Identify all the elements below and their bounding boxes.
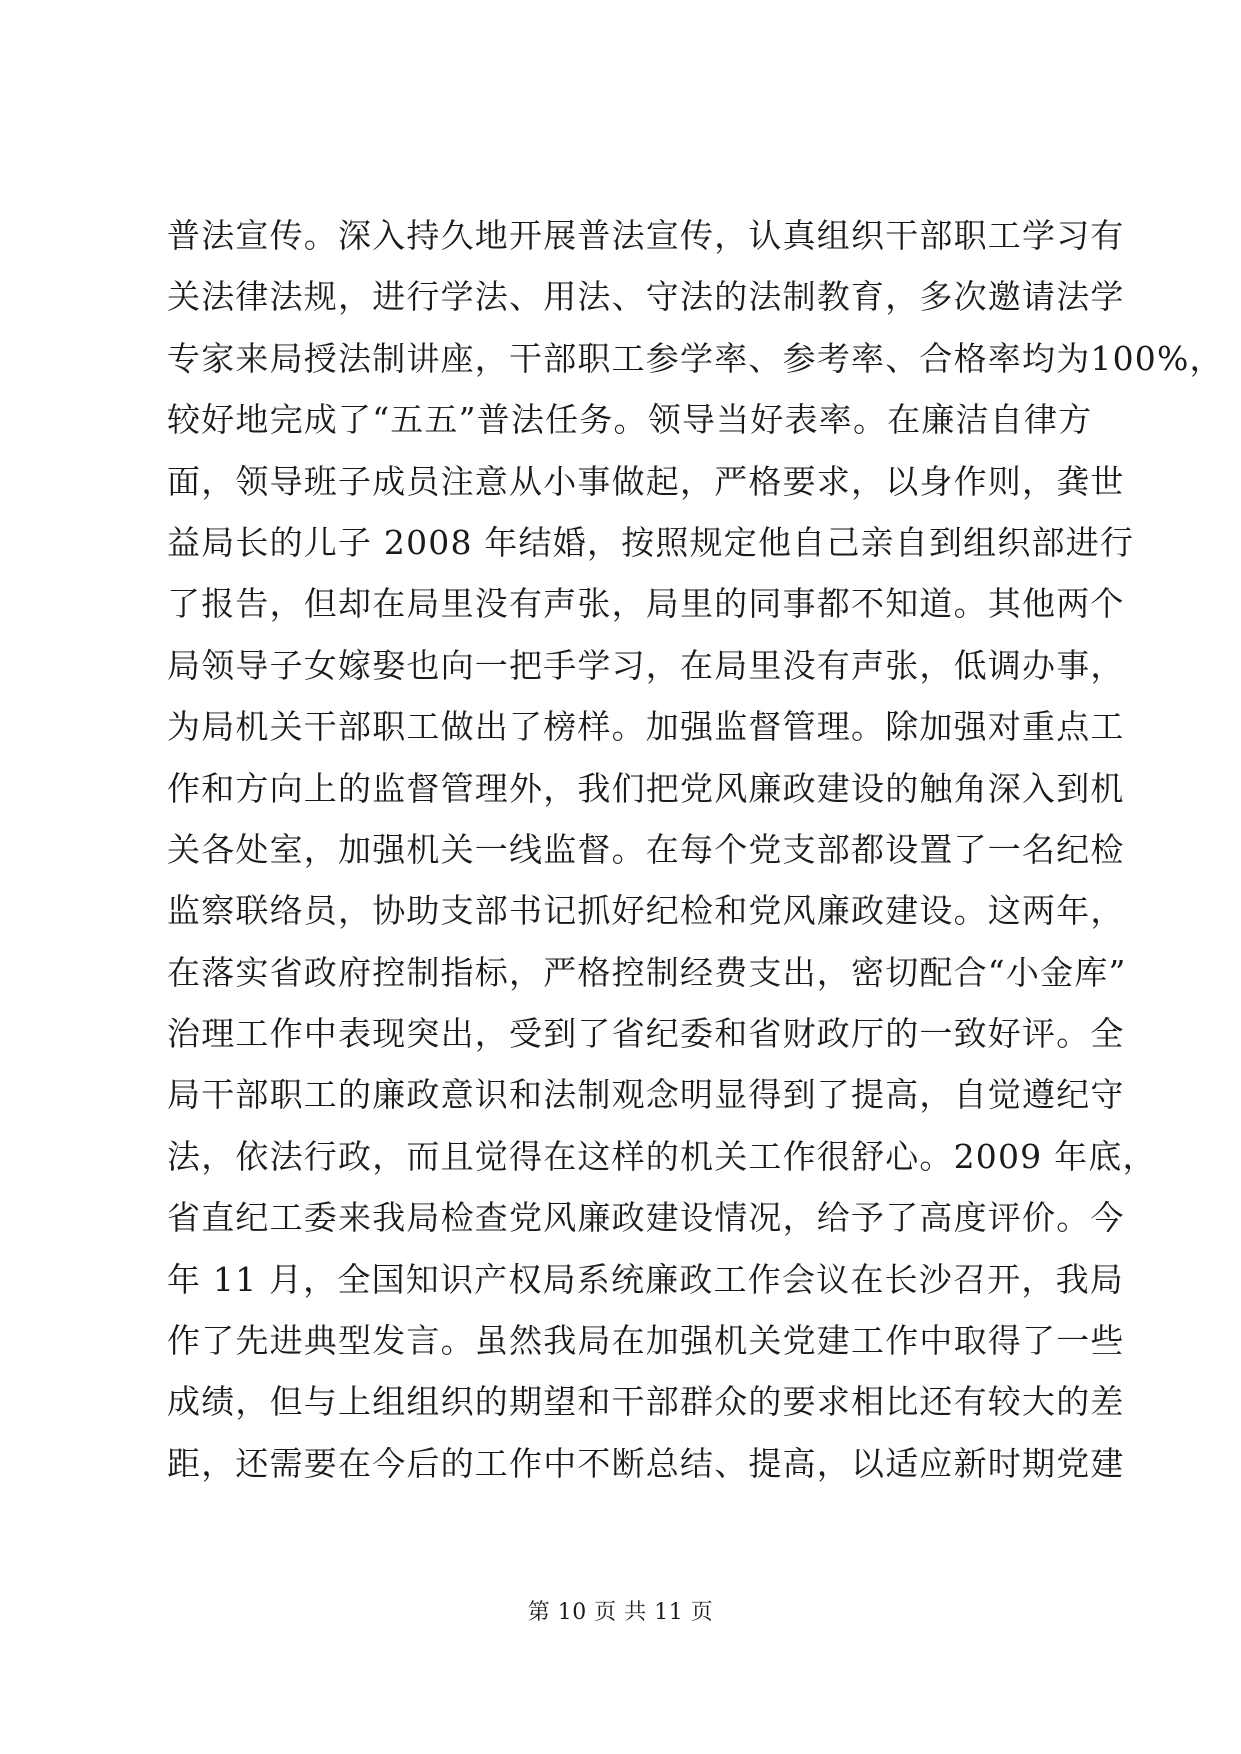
text-line: 益局长的儿子 2008 年结婚，按照规定他自己亲自到组织部进行 [167,522,1135,562]
text-line: 作了先进典型发言。虽然我局在加强机关党建工作中取得了一些 [167,1321,1125,1361]
text-line: 专家来局授法制讲座，干部职工参学率、参考率、合格率均为100%， [167,338,1224,378]
text-line: 面，领导班子成员注意从小事做起，严格要求，以身作则，龚世 [167,461,1125,501]
text-line: 局干部职工的廉政意识和法制观念明显得到了提高，自觉遵纪守 [167,1075,1125,1115]
page-number-footer: 第 10 页 共 11 页 [527,1600,714,1625]
text-line: 成绩，但与上组组织的期望和干部群众的要求相比还有较大的差 [167,1382,1125,1422]
text-line: 距，还需要在今后的工作中不断总结、提高，以适应新时期党建 [167,1443,1125,1483]
body-text [167,205,1224,1494]
text-line: 关各处室，加强机关一线监督。在每个党支部都设置了一名纪检 [167,829,1125,869]
text-line: 在落实省政府控制指标，严格控制经费支出，密切配合“小金库” [167,952,1127,992]
text-line: 监察联络员，协助支部书记抓好纪检和党风廉政建设。这两年， [167,891,1125,931]
text-line: 普法宣传。深入持久地开展普法宣传，认真组织干部职工学习有 [167,216,1125,255]
text-line: 为局机关干部职工做出了榜样。加强监督管理。除加强对重点工 [167,707,1125,747]
text-line: 局领导子女嫁娶也向一把手学习，在局里没有声张，低调办事， [167,645,1125,685]
text-line: 法，依法行政，而且觉得在这样的机关工作很舒心。2009 年底， [167,1136,1157,1176]
text-line: 年 11 月，全国知识产权局系统廉政工作会议在长沙召开，我局 [167,1259,1124,1299]
text-line: 作和方向上的监督管理外，我们把党风廉政建设的触角深入到机 [167,768,1125,808]
text-line: 了报告，但却在局里没有声张，局里的同事都不知道。其他两个 [167,584,1125,624]
text-line: 关法律法规，进行学法、用法、守法的法制教育，多次邀请法学 [167,277,1125,317]
text-line: 较好地完成了“五五”普法任务。领导当好表率。在廉洁自律方 [167,400,1093,440]
text-line: 治理工作中表现突出，受到了省纪委和省财政厅的一致好评。全 [167,1014,1125,1054]
text-line: 省直纪工委来我局检查党风廉政建设情况，给予了高度评价。今 [167,1198,1125,1238]
